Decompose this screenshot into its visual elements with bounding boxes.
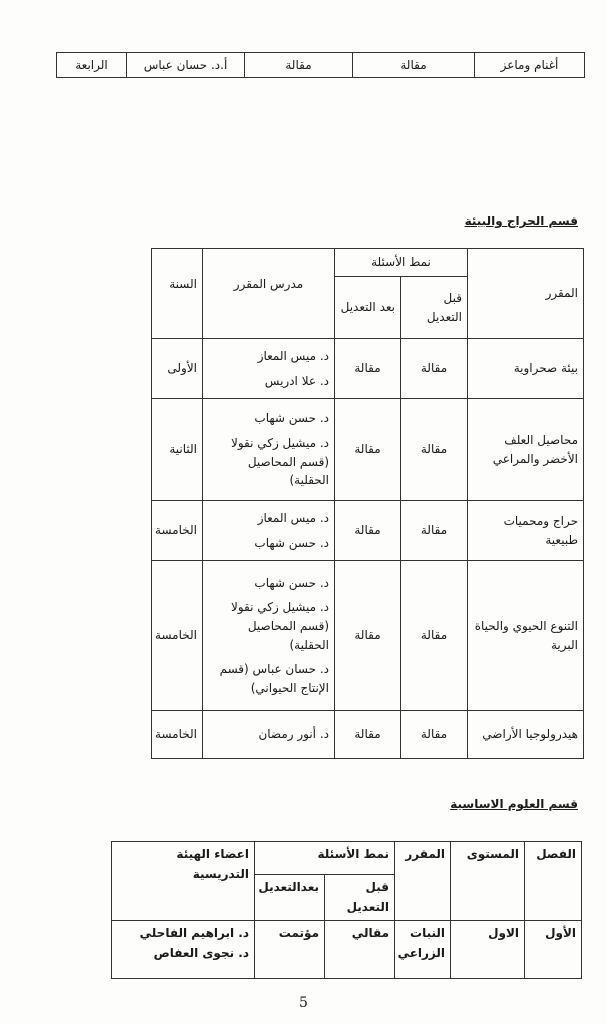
forestry-courses-table: [151, 248, 584, 759]
course-cell: التنوع الحيوي والحياة البرية: [468, 561, 584, 711]
staff-name: د. ميشيل زكي نقولا (قسم المحاصيل الحقلية): [230, 600, 329, 652]
header-teacher: مدرس المقرر: [203, 249, 335, 339]
before-cell: مقالة: [401, 711, 468, 759]
header-year: السنة: [152, 249, 203, 339]
staff-cell: [203, 711, 335, 759]
after-cell: مقالة: [335, 339, 401, 399]
level-cell: الاول: [451, 920, 525, 978]
header-question-type: نمط الأسئلة: [335, 249, 468, 277]
staff-name: د. ميس المعاز: [257, 348, 329, 363]
table-row: [152, 501, 584, 561]
before-cell: مقالي: [325, 920, 395, 978]
staff-name: د. ميس المعاز: [257, 510, 329, 525]
after-cell: مقالة: [335, 399, 401, 501]
year-cell: الرابعة: [57, 53, 127, 78]
header-course: المقرر: [468, 249, 584, 339]
before-cell: مقالة: [401, 339, 468, 399]
before-cell: مقالة: [401, 561, 468, 711]
header-level: المستوى: [451, 842, 525, 921]
table-row: [152, 561, 584, 711]
table-header-row: [112, 842, 582, 875]
staff-cell: [203, 399, 335, 501]
after-cell: مقالة: [335, 501, 401, 561]
header-semester: الفصل: [525, 842, 582, 921]
page-number: 5: [299, 995, 308, 1011]
after-cell: مقالة: [335, 561, 401, 711]
section-title-forestry: قسم الحراج والبيئة: [464, 214, 578, 228]
semester-cell: الأول: [525, 920, 582, 978]
staff-cell: [203, 501, 335, 561]
header-question-type: نمط الأسئلة: [255, 842, 395, 875]
year-cell: الخامسة: [152, 711, 203, 759]
year-cell: الخامسة: [152, 501, 203, 561]
course-cell: النبات الزراعي: [395, 920, 451, 978]
table-row: [57, 53, 585, 78]
after-cell: مقالة: [245, 53, 353, 78]
after-cell: مؤتمت: [255, 920, 325, 978]
header-after: بعدالتعديل: [255, 875, 325, 921]
teacher-cell: أ.د. حسان عباس: [127, 53, 245, 78]
header-before: قبل التعديل: [401, 277, 468, 339]
course-cell: هيدرولوجيا الأراضي: [468, 711, 584, 759]
staff-name: د. أنور رمضان: [258, 727, 329, 742]
staff-name: د. ميشيل زكي نقولا (قسم المحاصيل الحقلية): [230, 435, 329, 488]
basic-sciences-table: [111, 841, 582, 979]
table-row: [112, 920, 582, 978]
table-row: [152, 339, 584, 399]
table-header-row: [152, 249, 584, 277]
staff-name: د. نجوى العفاص: [153, 946, 249, 961]
staff-name: د. حسن شهاب: [254, 411, 329, 426]
staff-name: د. ابراهيم الفاحلي: [139, 925, 249, 940]
continued-table: [56, 52, 585, 78]
year-cell: الأولى: [152, 339, 203, 399]
course-cell: حراج ومحميات طبيعية: [468, 501, 584, 561]
header-staff: اعضاء الهيئة التدريسية: [112, 842, 255, 921]
staff-name: د. حسن شهاب: [254, 575, 329, 590]
before-cell: مقالة: [401, 399, 468, 501]
staff-cell: [203, 339, 335, 399]
section-title-basic-sciences: قسم العلوم الاساسية: [450, 797, 578, 811]
course-cell: أغنام وماعز: [475, 53, 585, 78]
staff-cell: [203, 561, 335, 711]
staff-name: د. علا ادريس: [264, 373, 329, 388]
year-cell: الثانية: [152, 399, 203, 501]
staff-cell: [112, 920, 255, 978]
before-cell: مقالة: [353, 53, 475, 78]
table-row: [152, 711, 584, 759]
header-before: قبل التعديل: [325, 875, 395, 921]
header-course: المقرر: [395, 842, 451, 921]
after-cell: مقالة: [335, 711, 401, 759]
table-row: [152, 399, 584, 501]
course-cell: بيئة صحراوية: [468, 339, 584, 399]
year-cell: الخامسة: [152, 561, 203, 711]
header-after: بعد التعديل: [335, 277, 401, 339]
before-cell: مقالة: [401, 501, 468, 561]
course-cell: محاصيل العلف الأخضر والمراعي: [468, 399, 584, 501]
staff-name: د. حسن شهاب: [254, 535, 329, 550]
staff-name: د. حسان عباس (قسم الإنتاج الحيواني): [219, 662, 329, 695]
